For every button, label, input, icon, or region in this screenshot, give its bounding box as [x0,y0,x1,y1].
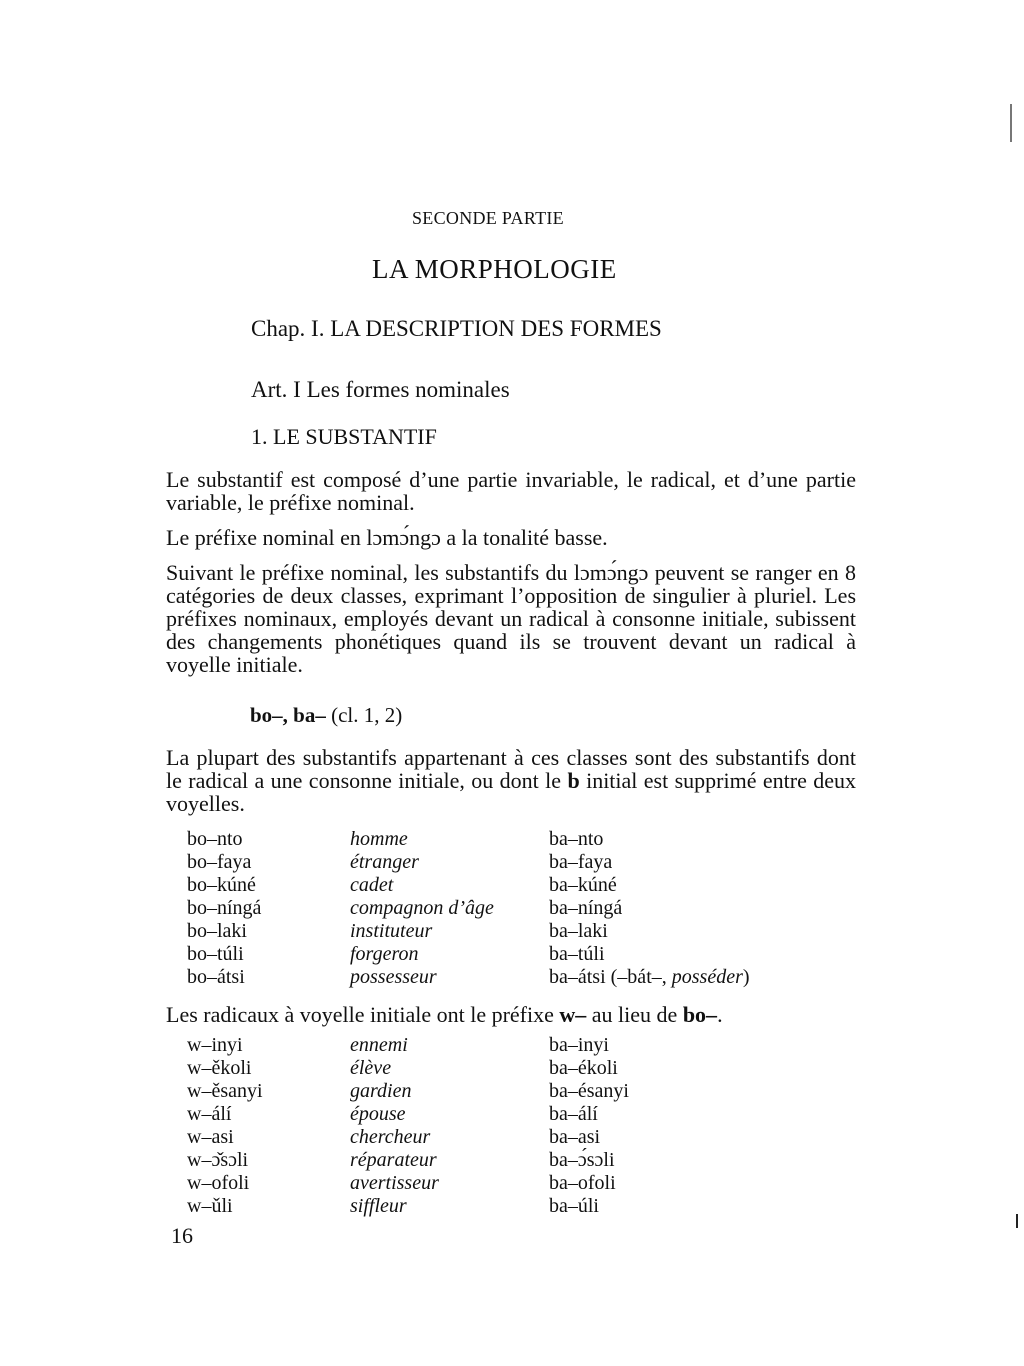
paragraph-tonality-text: Le préfixe nominal en lɔmɔ́ngɔ a la tonalité basse. [166,525,608,550]
plural-text: ba–úli [549,1195,599,1217]
gloss: gardien [350,1080,412,1102]
plural-text: ba–túli [549,943,605,965]
plural-text: ba–laki [549,920,608,942]
plural-form [549,1195,599,1218]
p5-bold1: w– [559,1002,587,1027]
plural-form [549,1080,629,1103]
p4-before: La plupart des substantifs appartenant à ces classes sont des substantifs dont le radical a une consonne initiale, ou dont le [166,745,856,793]
plural-form [549,966,750,989]
singular-form: w–asi [187,1126,234,1148]
page-number: 16 [171,1223,193,1248]
article-heading: Art. I Les formes nominales [251,377,510,402]
paragraph-classes-text: Suivant le préfixe nominal, les substantifs du lɔmɔ́ngɔ peuvent se ranger en 8 catégories de deux classes, exprimant l’opposition de singulier à pluriel. Les préfixes nominaux, employés devant un radical à consonne initiale, subissent des changements phonétiques quand ils se trouvent devant un radical à voyelle initiale. [166,560,856,677]
plural-form [549,1172,616,1195]
plural-text: ba–álí [549,1103,598,1125]
plural-text: ba–inyi [549,1034,609,1056]
plural-text: ba–ékoli [549,1057,618,1079]
part-heading: SECONDE PARTIE [412,208,564,228]
paragraph-definition [166,468,856,514]
scan-mark-top-right [1010,104,1012,142]
p5-bold2: bo– [682,1002,718,1027]
gloss: homme [350,828,408,850]
plural-text: ba–ɔ́sɔli [549,1149,615,1171]
plural-form [549,874,617,897]
plural-form [549,943,605,966]
p5-middle: au lieu de [586,1002,683,1027]
paragraph-consonant-radicals [166,746,856,815]
gloss: ennemi [350,1034,408,1056]
p5-before: Les radicaux à voyelle initiale ont le préfixe [166,1002,560,1027]
plural-text: ba–asi [549,1126,601,1148]
plural-form [549,828,603,851]
class-prefixes: bo–, ba– [250,703,326,727]
gloss: chercheur [350,1126,431,1148]
page-title: LA MORPHOLOGIE [372,254,617,284]
singular-form: w–ofoli [187,1172,250,1194]
gloss: possesseur [350,966,437,988]
section-heading: 1. LE SUBSTANTIF [251,424,437,449]
paragraph-tonality [166,526,856,549]
singular-form: bo–nto [187,828,243,850]
gloss: compagnon d’âge [350,897,494,919]
singular-form: w–ěsanyi [187,1080,263,1102]
gloss: forgeron [350,943,419,965]
p4-after: initial est supprimé entre deux voyelles. [166,768,857,816]
gloss: avertisseur [350,1172,439,1194]
gloss: élève [350,1057,392,1079]
plural-form [549,851,612,874]
singular-form: bo–kúné [187,874,256,896]
singular-form: bo–faya [187,851,252,873]
singular-form: w–ěkoli [187,1057,252,1079]
plural-text: ba–ofoli [549,1172,616,1194]
plural-text: ba–átsi (–bát–, [549,966,672,988]
singular-form: bo–níngá [187,897,262,919]
plural-form [549,1034,609,1057]
gloss: réparateur [350,1149,437,1171]
gloss: épouse [350,1103,406,1125]
plural-italic: posséder [671,966,743,988]
paragraph-definition-text: Le substantif est composé d’une partie invariable, le radical, et d’une partie variable, le préfixe nominal. [166,467,856,515]
singular-form: bo–laki [187,920,247,942]
gloss: siffleur [350,1195,407,1217]
plural-form [549,1057,618,1080]
singular-form: bo–átsi [187,966,245,988]
class-note: (cl. 1, 2) [331,703,403,727]
p5-after: . [717,1002,723,1027]
plural-text: ba–níngá [549,897,623,919]
class-heading [250,703,402,728]
plural-form [549,1149,615,1172]
singular-form: w–ǔli [187,1195,233,1217]
gloss: instituteur [350,920,433,942]
plural-text: ba–ésanyi [549,1080,629,1102]
p4-bold: b [567,768,580,793]
plural-form [549,920,608,943]
singular-form: w–inyi [187,1034,243,1056]
gloss: cadet [350,874,394,896]
plural-text: ba–faya [549,851,613,873]
paragraph-vowel-radicals [166,1003,856,1026]
plural-end: ) [742,966,750,988]
paragraph-classes [166,561,856,676]
singular-form: bo–túli [187,943,244,965]
plural-text: ba–nto [549,828,604,850]
gloss: étranger [350,851,419,873]
singular-form: w–ɔ̌sɔli [187,1149,249,1171]
chapter-heading: Chap. I. LA DESCRIPTION DES FORMES [251,316,662,341]
plural-form [549,897,622,920]
scan-mark-right [1016,1214,1018,1228]
singular-form: w–álí [187,1103,232,1125]
plural-form [549,1126,600,1149]
plural-form [549,1103,598,1126]
plural-text: ba–kúné [549,874,617,896]
